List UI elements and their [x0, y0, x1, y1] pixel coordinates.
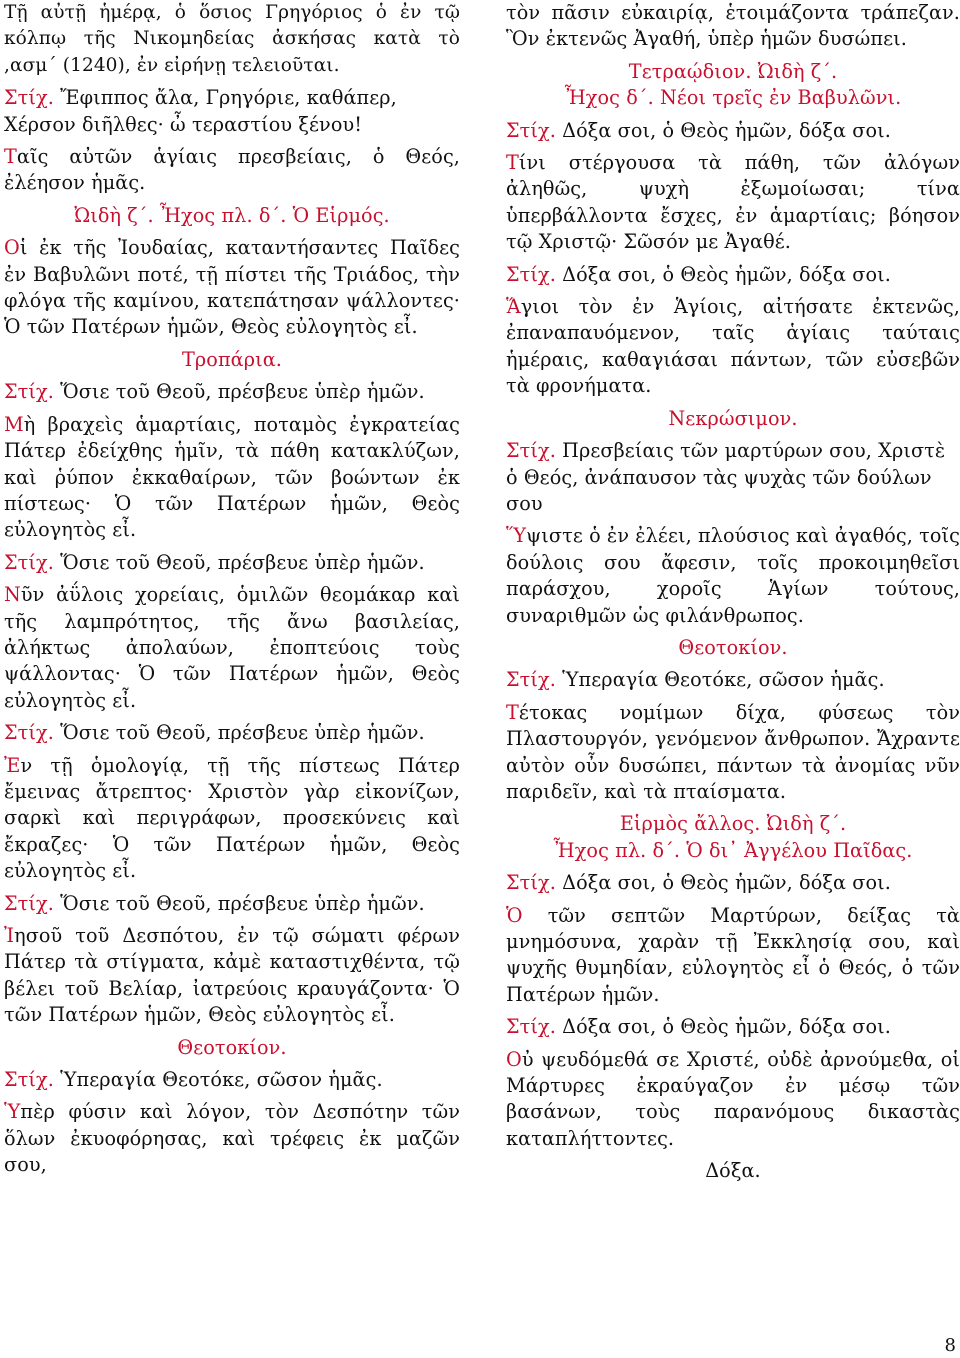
verse-label: Στίχ.: [4, 380, 54, 404]
refrain-text: Ὅσιε τοῦ Θεοῦ, πρέσβευε ὑπὲρ ἡμῶν.: [60, 550, 425, 574]
refrain-text: Ὑπεραγία Θεοτόκε, σῶσον ἡμᾶς.: [60, 1068, 383, 1092]
refrain-text: Ὅσιε τοῦ Θεοῦ, πρέσβευε ὑπὲρ ἡμῶν.: [60, 721, 425, 745]
troparia-heading: Τροπάρια.: [182, 347, 282, 371]
refrain: [506, 1014, 960, 1040]
irmos-text: ἱ ἐκ τῆς Ἰουδαίας, καταντήσαντες Παῖδες ἐν Βαβυλῶνι ποτέ, τῇ πίστει τῆς Τριάδος, τὴν φλόγα τῆς καμίνου, κατεπάτησαν ψάλλοντες· Ὁ τῶν Πατέρων ἡμῶν, Θεὸς εὐλογητὸς εἶ.: [4, 236, 460, 339]
verse-label: Στίχ.: [506, 1015, 556, 1039]
verse-label: Στίχ.: [506, 439, 556, 463]
refrain-text: Ὅσιε τοῦ Θεοῦ, πρέσβευε ὑπὲρ ἡμῶν.: [60, 380, 425, 404]
troparion: [506, 150, 960, 256]
initial-letter: Ὕ: [506, 524, 527, 548]
refrain-text: Ὅσιε τοῦ Θεοῦ, πρέσβευε ὑπὲρ ἡμῶν.: [60, 891, 425, 915]
refrain: [4, 720, 460, 746]
verse-1: [4, 85, 460, 138]
initial-letter: Ἅ: [506, 295, 521, 319]
verse-label: Στίχ.: [4, 891, 54, 915]
troparion: [506, 523, 960, 629]
troparion-text: ν τῇ ὁμολογίᾳ, τῇ τῆς πίστεως Πάτερ ἔμεινας ἄτρεπτος· Χριστὸν γὰρ εἰκονίζων, σαρκὶ καὶ περιγράφων, προσεκύνεις καὶ ἔκραζες· Ὁ τῶν Πατέρων ἡμῶν, Θεὸς εὐλογητὸς εἶ.: [4, 753, 460, 883]
page-number: 8: [944, 1335, 956, 1356]
troparion-text: ίνι στέργουσα τὰ πάθη, τῶν ἀλόγων ἀληθῶς, ψυχὴ ἐξωμοίωσαι; τίνα ὑπερβάλλοντα ἔσχες, ἐν ἁμαρτίαις; βόησον τῷ Χριστῷ· Σῶσόν με Ἀγαθέ.: [506, 151, 960, 254]
troparion-text: ὴ βραχεὶς ἁμαρτίαις, ποταμὸς ἐγκρατείας Πάτερ ἐδείχθης ἡμῖν, τὰ πάθη κατακλύζων, καὶ ῥύπον ἐκκαθαίρων, τῶν βοώντων ἐκ πίστεως· Ὁ τῶν Πατέρων ἡμῶν, Θεὸς εὐλογητὸς εἶ.: [4, 412, 460, 542]
troparion-text: ησοῦ τοῦ Δεσπότου, ἐν τῷ σώματι φέρων Πάτερ τὰ στίγματα, κἀμὲ καταστιχθέντα, τῷ βέλει τοῦ Βελίαρ, ἰατρεύοις κραυγάζοντα· Ὁ τῶν Πατέρων ἡμῶν, Θεὸς εὐλογητὸς εἶ.: [4, 924, 460, 1027]
troparion-text: ῦν ἀΰλοις χορείαις, ὁμιλῶν θεομάκαρ καὶ τῆς λαμπρότητος, τῆς ἄνω βασιλείας, ἀλήκτως ἀπολαύων, ἐποπτεύοις τοὺς ψάλλοντας· Ὁ τῶν Πατέρων ἡμῶν, Θεὸς εὐλογητὸς εἶ.: [4, 583, 460, 712]
verse-label: Στίχ.: [4, 1068, 54, 1092]
refrain-text: Ὑπεραγία Θεοτόκε, σῶσον ἡμᾶς.: [562, 668, 885, 692]
refrain: [506, 667, 960, 693]
verse-label: Στίχ.: [506, 871, 556, 895]
theotokion-continued: τὸν πᾶσιν εὐκαιρίᾳ, ἑτοιμάζοντα τράπεζαν. Ὃν ἐκτενῶς Ἀγαθή, ὑπὲρ ἡμῶν δυσώπει.: [506, 1, 960, 51]
verse-label: Στίχ.: [506, 118, 556, 142]
verse-text: Ἔφιππος ἄλα, Γρηγόριε, καθάπερ, Χέρσον διῆλθες· ὦ τεραστίου ξένου!: [4, 86, 397, 136]
troparion-text: τῶν σεπτῶν Μαρτύρων, δείξας τὰ μνημόσυνα, χαρὰν τῇ Ἐκκλησίᾳ σου, καὶ ψυχῆς θυμηδίαν, εὐλογητὸς εἶ ὁ Θεός, ὁ τῶν Πατέρων ἡμῶν.: [506, 903, 960, 1006]
refrain: [506, 438, 960, 517]
troparion: [506, 294, 960, 400]
theotokion-heading: Θεοτοκίον.: [177, 1035, 287, 1059]
verse-label: Στίχ.: [4, 721, 54, 745]
left-column: [4, 0, 460, 1185]
tone-heading: Ἦχος πλ. δ΄. Ὁ δι᾽ Ἀγγέλου Παῖδας.: [553, 838, 913, 862]
memory-note: Τῇ αὐτῇ ἡμέρᾳ, ὁ ὅσιος Γρηγόριος ὁ ἐν τῷ κόλπῳ τῆς Νικομηδείας ἀσκήσας κατὰ τὸ ,ασμ΄ (1240), ἐν εἰρήνῃ τελειοῦται.: [4, 2, 460, 76]
troparion-text: γιοι τὸν ἐν Ἁγίοις, αἰτήσατε ἐκτενῶς, ἐπαναπαυόμενον, ταῖς ἁγίαις ταύταις ἡμέραις, καθαγιάσαι πάντων, τῶν εὐσεβῶν τὰ φρονήματα.: [506, 295, 960, 398]
nekrosimon-heading: Νεκρώσιμον.: [668, 406, 798, 430]
troparion: [4, 412, 460, 544]
verse-label: Στίχ.: [4, 550, 54, 574]
initial-letter: Τ: [4, 145, 17, 169]
troparion-text: ψιστε ὁ ἐν ἐλέει, πλούσιος καὶ ἀγαθός, τοῖς δούλοις σου ἄφεσιν, τοῖς προκοιμηθεῖσι παράσχου, χοροῖς Ἁγίων τούτους, συναριθμῶν ὡς φιλάνθρωπος.: [506, 524, 960, 627]
verse-label: Στίχ.: [4, 86, 54, 110]
initial-letter: Ο: [4, 236, 20, 260]
initial-letter: Ὑ: [4, 1100, 21, 1124]
initial-letter: Μ: [4, 412, 24, 436]
irmos-heading: Εἱρμὸς ἄλλος. Ὠιδὴ ζ΄.: [619, 812, 847, 836]
initial-letter: Τ: [506, 151, 519, 175]
troparion: [506, 1047, 960, 1153]
troparion: [4, 753, 460, 885]
initial-letter: Ἐ: [4, 753, 21, 777]
troparion: [4, 923, 460, 1029]
theotokion: [506, 700, 960, 806]
verse-label: Στίχ.: [506, 668, 556, 692]
refrain-text: Δόξα σοι, ὁ Θεὸς ἡμῶν, δόξα σοι.: [562, 871, 891, 895]
troparion-text: ὐ ψευδόμεθά σε Χριστέ, οὐδὲ ἀρνούμεθα, οἱ Μάρτυρες ἐκραύγαζον ἐν μέσῳ τῶν βασάνων, τοὺς παρανόμους δικαστὰς καταπλήττοντες.: [506, 1047, 960, 1150]
tetraodion-heading: Τετραῴδιον. Ὠιδὴ ζ΄.: [628, 59, 838, 83]
theotokion-text: πὲρ φύσιν καὶ λόγον, τὸν Δεσπότην τῶν ὅλων ἐκυοφόρησας, καὶ τρέφεις ἐκ μαζῶν σου,: [4, 1100, 460, 1177]
intercession: [4, 144, 460, 197]
initial-letter: Ν: [4, 583, 21, 607]
refrain-text: Πρεσβείαις τῶν μαρτύρων σου, Χριστὲ ὁ Θεός, ἀνάπαυσον τὰς ψυχὰς τῶν δούλων σου: [506, 439, 946, 515]
theotokion: [4, 1099, 460, 1178]
tone-heading: Ἦχος δ΄. Νέοι τρεῖς ἐν Βαβυλῶνι.: [564, 86, 902, 110]
refrain: [4, 379, 460, 405]
theotokion-text: έτοκας νομίμων δίχα, φύσεως τὸν Πλαστουργόν, γενόμενον ἄνθρωπον. Ἄχραντε αὐτὸν οὖν δυσώπει, πάντων τὰ ἀνομίας νῦν παριδεῖν, καὶ τὰ πταίσματα.: [506, 700, 960, 803]
verse-label: Στίχ.: [506, 262, 556, 286]
doxa-heading: Δόξα.: [705, 1159, 761, 1183]
refrain: [4, 1067, 460, 1093]
ode-heading: Ὠιδὴ ζ΄. Ἦχος πλ. δ΄. Ὁ Εἱρμός.: [74, 203, 390, 227]
refrain-text: Δόξα σοι, ὁ Θεὸς ἡμῶν, δόξα σοι.: [562, 118, 891, 142]
refrain: [4, 891, 460, 917]
refrain-text: Δόξα σοι, ὁ Θεὸς ἡμῶν, δόξα σοι.: [562, 1015, 891, 1039]
troparion: [4, 582, 460, 714]
irmos: [4, 235, 460, 341]
intercession-text: αῖς αὐτῶν ἁγίαις πρεσβείαις, ὁ Θεός, ἐλέησον ἡμᾶς.: [4, 145, 460, 195]
initial-letter: Ὁ: [506, 903, 523, 927]
refrain: [506, 870, 960, 896]
initial-letter: Ἰ: [4, 924, 15, 947]
initial-letter: Ο: [506, 1047, 522, 1071]
refrain: [506, 262, 960, 288]
right-column: [506, 0, 960, 1191]
troparion: [506, 903, 960, 1009]
refrain-text: Δόξα σοι, ὁ Θεὸς ἡμῶν, δόξα σοι.: [562, 262, 891, 286]
initial-letter: Τ: [506, 700, 519, 724]
refrain: [506, 118, 960, 144]
refrain: [4, 550, 460, 576]
theotokion-heading: Θεοτοκίον.: [678, 635, 788, 659]
